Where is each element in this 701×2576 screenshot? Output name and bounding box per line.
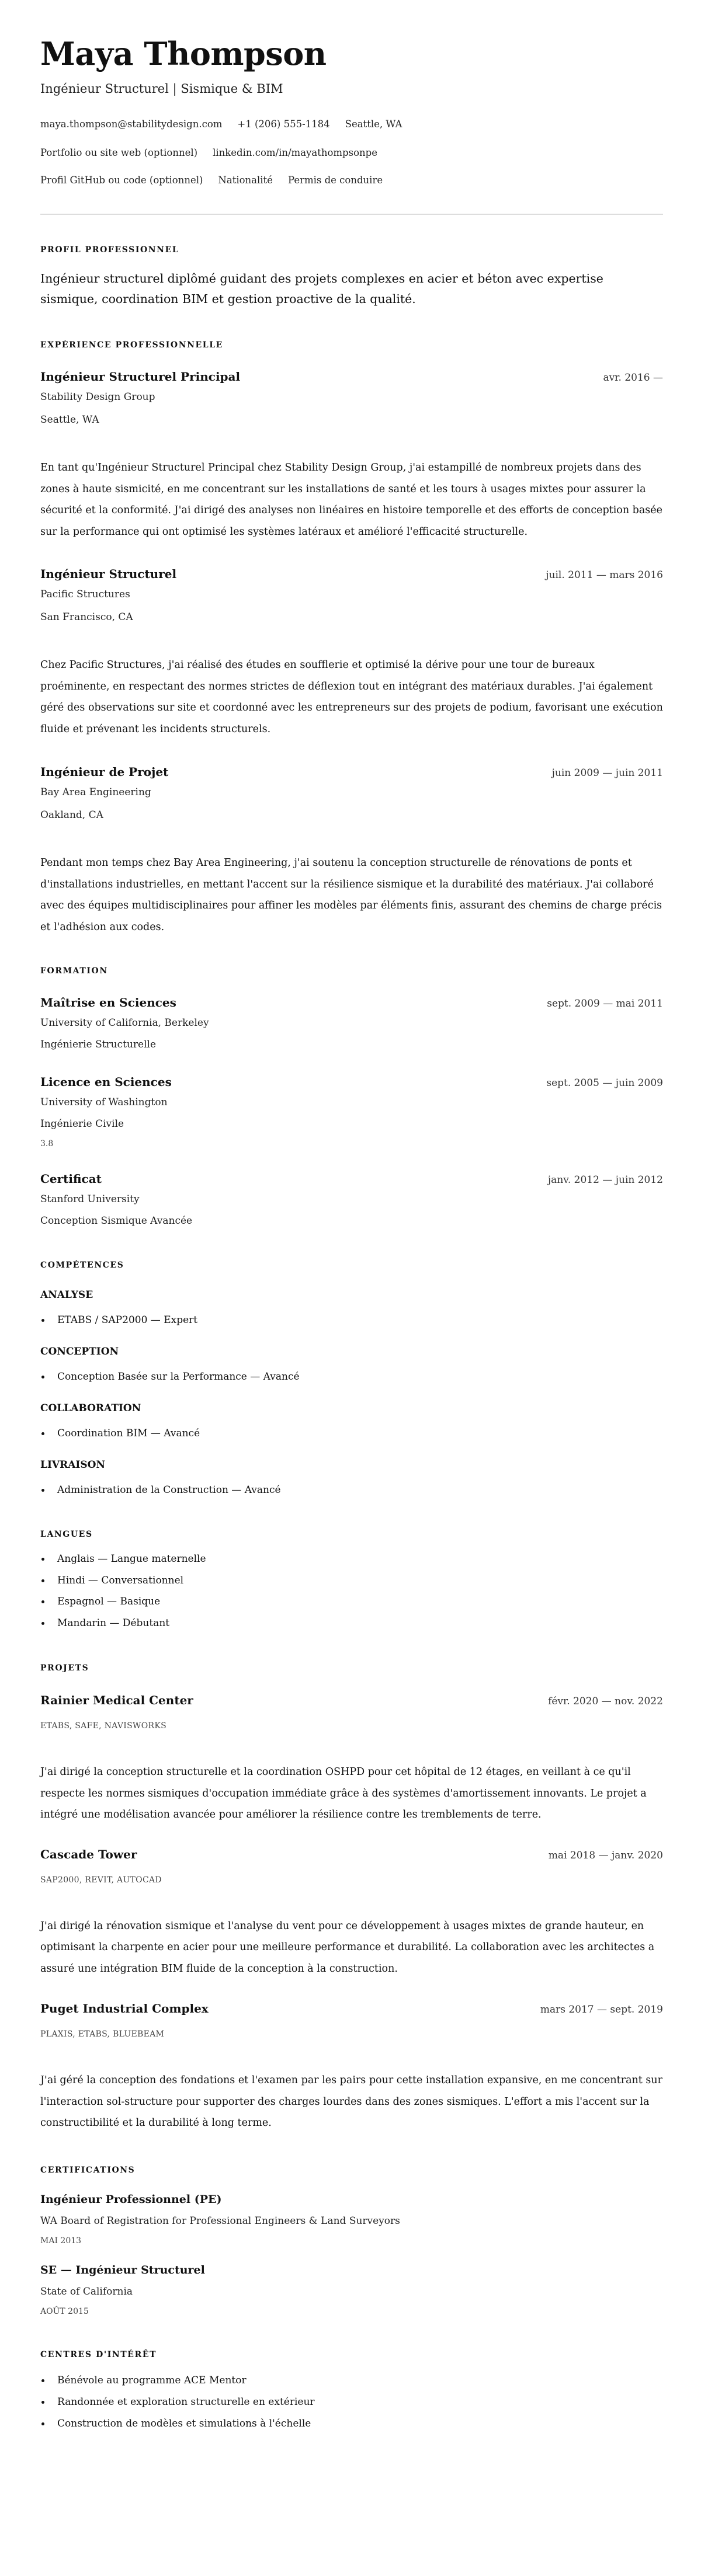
skill-category-name: CONCEPTION — [40, 1346, 119, 1357]
education-entry — [40, 1171, 663, 1228]
skill-category — [40, 1345, 663, 1384]
interest-item: Randonnée et exploration structurelle en extérieur — [40, 2391, 663, 2413]
education-dates: sept. 2009 — mai 2011 — [547, 998, 663, 1009]
field-of-study: Conception Sismique Avancée — [40, 1215, 193, 1227]
certification-date: AOÛT 2015 — [40, 2306, 89, 2316]
skill-item: Administration de la Construction — Avancé — [40, 1482, 663, 1498]
skill-category — [40, 1458, 663, 1498]
gpa: 3.8 — [40, 1139, 54, 1148]
linkedin-link[interactable]: linkedin.com/in/mayathompsonpe — [213, 147, 377, 158]
languages-list — [40, 1548, 663, 1634]
education-dates: sept. 2005 — juin 2009 — [546, 1077, 663, 1089]
nationality: Nationalité — [218, 175, 273, 186]
project-description: J'ai dirigé la rénovation sismique et l'analyse du vent pour ce développement à usages mixtes de grande hauteur, en optimisant la charpente en acier pour une meilleure performance et durabilité. La collaboration avec les architectes a assuré une intégration BIM fluide de la conception à la construction. — [40, 1920, 655, 1975]
skill-category-name: LIVRAISON — [40, 1459, 105, 1471]
interest-item: Construction de modèles et simulations à l'échelle — [40, 2413, 663, 2435]
degree: Licence en Sciences — [40, 1075, 172, 1089]
project-tech: PLAXIS, ETABS, BLUEBEAM — [40, 2030, 165, 2039]
job-description: Chez Pacific Structures, j'ai réalisé des études en soufflerie et optimisé la dérive pour une tour de bureaux proéminente, en respectant des normes strictes de déflexion tout en intégrant des matériaux durables. J'ai également géré des observations sur site et coordonné avec les entrepreneurs sur des projets de podium, favorisant une exécution fluide et prévenant les incidents structurels. — [40, 659, 663, 735]
skill-category — [40, 1401, 663, 1441]
certification-issuer: WA Board of Registration for Professional Engineers & Land Surveyors — [40, 2215, 400, 2227]
project-description: J'ai géré la conception des fondations et l'examen par les pairs pour cette installation expansive, en me concentrant sur l'interaction sol-structure pour supporter des charges lourdes dans des zones sismiques. L'effort a mis l'accent sur la constructibilité et la durabilité à long terme. — [40, 2074, 662, 2129]
section-heading-education: FORMATION — [40, 966, 108, 976]
project-entry — [40, 1692, 663, 1826]
phone: +1 (206) 555-1184 — [237, 119, 330, 130]
contact-row — [40, 116, 663, 133]
job-title: Ingénieur Structurel — [40, 567, 177, 581]
education-dates: janv. 2012 — juin 2012 — [547, 1174, 663, 1186]
profile-summary: Ingénieur structurel diplômé guidant des projets complexes en acier et béton avec expertise sismique, coordination BIM et gestion proactive de la qualité. — [40, 271, 603, 306]
certification-issuer: State of California — [40, 2285, 133, 2297]
project-description: J'ai dirigé la conception structurelle et la coordination OSHPD pour cet hôpital de 12 étages, en veillant à ce qu'il respecte les normes sismiques d'occupation immédiate grâce à des systèmes d'amortissement innovants. Le projet a intégré une modélisation avancée pour améliorer la résilience contre les tremblements de terre. — [40, 1766, 647, 1820]
candidate-name: Maya Thompson — [40, 35, 327, 72]
interest-item: Bénévole au programme ACE Mentor — [40, 2370, 663, 2391]
job-entry — [40, 566, 663, 740]
language-item: Mandarin — Débutant — [40, 1613, 663, 1634]
links-row — [40, 144, 663, 162]
school: University of Washington — [40, 1096, 168, 1108]
school: Stanford University — [40, 1193, 140, 1205]
job-entry — [40, 368, 663, 542]
certification-name: Ingénieur Professionnel (PE) — [40, 2192, 222, 2206]
field-of-study: Ingénierie Structurelle — [40, 1039, 157, 1050]
section-heading-experience: EXPÉRIENCE PROFESSIONNELLE — [40, 340, 223, 350]
portfolio-link[interactable]: Portfolio ou site web (optionnel) — [40, 147, 198, 158]
interests-list — [40, 2370, 663, 2435]
section-heading-projects: PROJETS — [40, 1663, 89, 1673]
resume-page — [0, 36, 701, 2435]
job-company: Pacific Structures — [40, 589, 130, 600]
project-name: Cascade Tower — [40, 1847, 137, 1861]
candidate-subtitle: Ingénieur Structurel | Sismique & BIM — [40, 82, 283, 96]
divider — [40, 214, 663, 215]
language-item: Hindi — Conversationnel — [40, 1570, 663, 1592]
driver-license: Permis de conduire — [287, 175, 383, 186]
degree: Maîtrise en Sciences — [40, 995, 176, 1009]
skill-category — [40, 1288, 663, 1328]
project-dates: mai 2018 — janv. 2020 — [548, 1849, 663, 1861]
project-name: Rainier Medical Center — [40, 1693, 193, 1707]
certification-date: MAI 2013 — [40, 2236, 82, 2246]
job-dates: juin 2009 — juin 2011 — [551, 767, 663, 779]
certification-entry — [40, 2262, 663, 2317]
project-entry — [40, 2000, 663, 2134]
section-heading-profile: PROFIL PROFESSIONNEL — [40, 245, 179, 255]
skill-category-name: COLLABORATION — [40, 1402, 141, 1414]
skill-item: Coordination BIM — Avancé — [40, 1426, 663, 1441]
skill-category-name: ANALYSE — [40, 1289, 93, 1301]
school: University of California, Berkeley — [40, 1017, 209, 1029]
certification-name: SE — Ingénieur Structurel — [40, 2263, 205, 2276]
job-dates: avr. 2016 — — [603, 372, 663, 384]
certification-entry — [40, 2192, 663, 2247]
job-title: Ingénieur Structurel Principal — [40, 370, 241, 384]
github-link[interactable]: Profil GitHub ou code (optionnel) — [40, 175, 203, 186]
language-item: Anglais — Langue maternelle — [40, 1548, 663, 1570]
degree: Certificat — [40, 1172, 102, 1186]
job-company: Stability Design Group — [40, 391, 155, 403]
section-heading-skills: COMPÉTENCES — [40, 1261, 124, 1270]
skill-item: Conception Basée sur la Performance — Avancé — [40, 1369, 663, 1384]
job-title: Ingénieur de Projet — [40, 765, 169, 779]
skill-item: ETABS / SAP2000 — Expert — [40, 1313, 663, 1328]
job-location: Seattle, WA — [40, 414, 99, 426]
project-dates: mars 2017 — sept. 2019 — [540, 2004, 663, 2015]
education-entry — [40, 994, 663, 1052]
section-heading-certifications: CERTIFICATIONS — [40, 2165, 136, 2175]
project-tech: ETABS, SAFE, NAVISWORKS — [40, 1721, 166, 1731]
project-entry — [40, 1846, 663, 1980]
section-heading-interests: CENTRES D'INTÉRÊT — [40, 2349, 157, 2359]
job-location: Oakland, CA — [40, 809, 103, 821]
extra-row — [40, 172, 663, 189]
project-dates: févr. 2020 — nov. 2022 — [548, 1696, 663, 1707]
project-tech: SAP2000, REVIT, AUTOCAD — [40, 1875, 162, 1885]
education-entry — [40, 1074, 663, 1150]
job-company: Bay Area Engineering — [40, 786, 151, 798]
field-of-study: Ingénierie Civile — [40, 1118, 124, 1130]
job-location: San Francisco, CA — [40, 611, 133, 623]
language-item: Espagnol — Basique — [40, 1591, 663, 1613]
job-dates: juil. 2011 — mars 2016 — [546, 569, 663, 581]
section-heading-languages: LANGUES — [40, 1530, 93, 1539]
location: Seattle, WA — [345, 119, 402, 130]
job-entry — [40, 764, 663, 938]
email-link[interactable]: maya.thompson@stabilitydesign.com — [40, 119, 223, 130]
project-name: Puget Industrial Complex — [40, 2001, 209, 2015]
job-description: Pendant mon temps chez Bay Area Engineering, j'ai soutenu la conception structurelle de rénovations de ponts et d'installations industrielles, en mettant l'accent sur la résilience sismique et la durabilité des matériaux. J'ai collaboré avec des équipes multidisciplinaires pour affiner les modèles par éléments finis, assurant des chemins de charge précis et l'adhésion aux codes. — [40, 857, 662, 933]
job-description: En tant qu'Ingénieur Structurel Principal chez Stability Design Group, j'ai estampillé de nombreux projets dans des zones à haute sismicité, en me concentrant sur les installations de santé et les tours à usages mixtes pour assurer la sécurité et la conformité. J'ai dirigé des analyses non linéaires en histoire temporelle et des efforts de conception basée sur la performance qui ont optimisé les systèmes latéraux et amélioré l'efficacité structurelle. — [40, 462, 663, 538]
